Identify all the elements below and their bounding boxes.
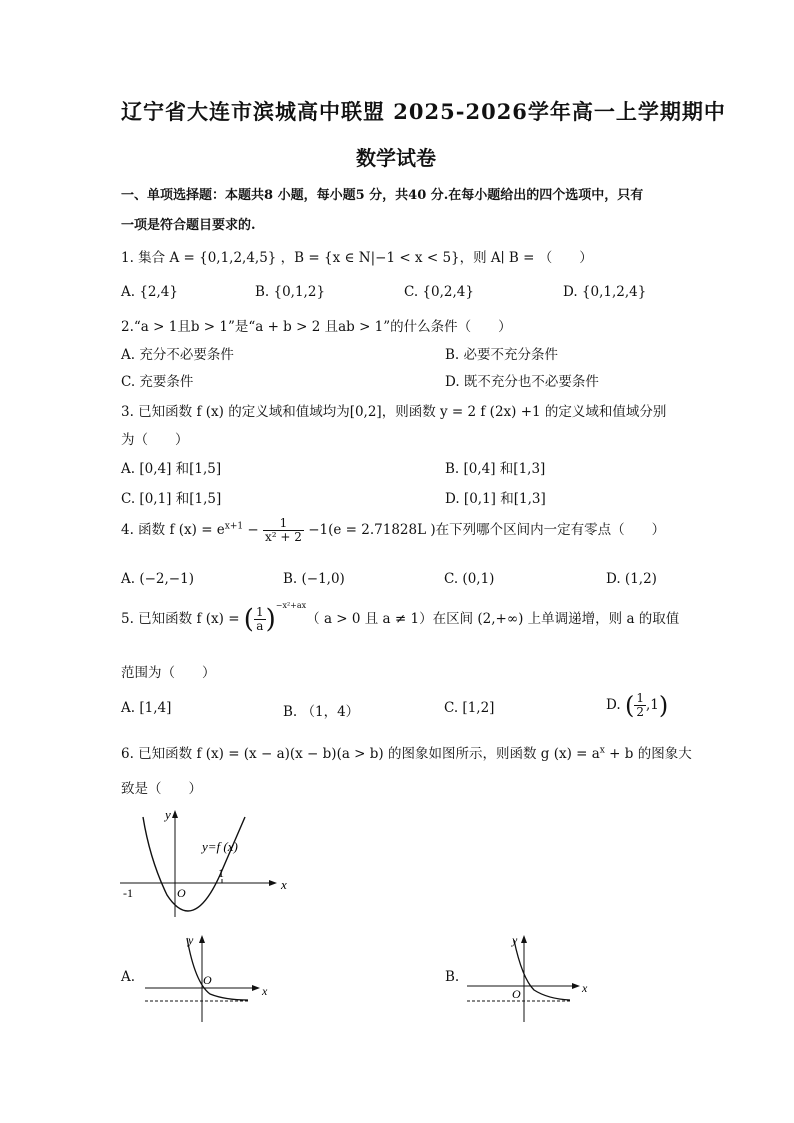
- q5-option-d-label: D.: [606, 697, 625, 713]
- section-heading-line2: 一项是符合题目要求的.: [121, 218, 256, 233]
- question-5-stem-line2: 范围为（ ）: [121, 665, 216, 681]
- option-a-x-label: x: [262, 984, 268, 998]
- question-1-stem: 1. 集合 A = {0,1,2,4,5} ，B = {x ∈ N|−1 < x < 5}，则 A∣ B = （ ）: [121, 250, 593, 266]
- exam-subtitle: 数学试卷: [356, 146, 436, 170]
- question-1-option-d[interactable]: D. {0,1,2,4}: [563, 284, 647, 300]
- question-4-option-a[interactable]: A. (−2,−1): [121, 571, 194, 587]
- question-4-stem: [121, 517, 665, 544]
- question-1-option-a[interactable]: A. {2,4}: [121, 284, 178, 300]
- exam-title: 辽宁省大连市滨城高中联盟 2025-2026学年高一上学期期中: [121, 99, 726, 124]
- question-6-option-b[interactable]: B.: [445, 969, 460, 985]
- q5-d-right-paren: ): [658, 691, 669, 720]
- q5-fraction: [254, 606, 266, 633]
- q5-frac-num: 1: [255, 605, 264, 619]
- option-a-y-arrow: [199, 935, 205, 943]
- q4-fraction: [263, 517, 304, 544]
- question-5-option-a[interactable]: A. [1,4]: [121, 700, 172, 716]
- question-3-option-c[interactable]: C. [0,1] 和[1,5]: [121, 491, 222, 507]
- option-b-origin: O: [512, 987, 521, 1001]
- question-5-option-d[interactable]: [606, 692, 668, 719]
- question-3-option-b[interactable]: B. [0,4] 和[1,3]: [445, 461, 546, 477]
- question-3-option-a[interactable]: A. [0,4] 和[1,5]: [121, 461, 222, 477]
- question-1-option-c[interactable]: C. {0,2,4}: [404, 284, 474, 300]
- option-a-graph[interactable]: [140, 928, 270, 1024]
- q6-stem-tail: + b 的图象大: [604, 746, 692, 762]
- option-a-x-arrow: [252, 985, 260, 991]
- option-b-x-label: x: [582, 981, 588, 995]
- question-3-stem-line1: 3. 已知函数 f (x) 的定义域和值域均为[0,2]，则函数 y = 2 f (2x) +1 的定义域和值域分别: [121, 404, 667, 420]
- question-4-option-b[interactable]: B. (−1,0): [283, 571, 345, 587]
- option-b-x-arrow: [572, 983, 580, 989]
- q4-frac-den: x² + 2: [265, 530, 302, 544]
- option-b-graph[interactable]: [462, 928, 592, 1024]
- q5-d-frac-den: 2: [636, 705, 644, 719]
- y-axis-arrow: [172, 810, 178, 818]
- q5-exponent: −x²+ax: [275, 600, 307, 610]
- neg-one-label: -1: [123, 886, 133, 900]
- option-b-y-arrow: [521, 935, 527, 943]
- question-2-option-b[interactable]: B. 必要不充分条件: [445, 347, 559, 363]
- question-4-option-c[interactable]: C. (0,1): [444, 571, 495, 587]
- option-a-curve: [187, 938, 248, 1000]
- option-b-y-label: y: [512, 933, 518, 947]
- q4-stem-post: −1(e = 2.71828L )在下列哪个区间内一定有零点（ ）: [303, 522, 666, 538]
- q4-exponent: x+1: [224, 521, 244, 532]
- q4-minus: −: [243, 522, 264, 538]
- q6-stem-main: 6. 已知函数 f (x) = (x − a)(x − b)(a > b) 的图象如图所示，则函数 g (x) = a: [121, 746, 600, 762]
- parabola-curve: [143, 817, 245, 911]
- question-2-option-d[interactable]: D. 既不充分也不必要条件: [445, 374, 599, 390]
- option-a-y-label: y: [188, 933, 194, 947]
- x-label: x: [281, 877, 287, 892]
- one-label: 1: [218, 866, 224, 880]
- question-5-option-c[interactable]: C. [1,2]: [444, 700, 495, 716]
- q5-frac-den: a: [256, 619, 264, 633]
- q5-option-d-fraction: [634, 692, 646, 719]
- q5-left-paren: (: [243, 604, 254, 635]
- question-6-stem-line2: 致是（ ）: [121, 781, 202, 797]
- q5-d-frac-num: 1: [636, 691, 644, 705]
- question-2-option-a[interactable]: A. 充分不必要条件: [121, 347, 234, 363]
- curve-label: y=f (x): [202, 839, 238, 854]
- option-a-origin: O: [203, 973, 212, 987]
- question-5-stem: [121, 600, 680, 635]
- q5-d-left-paren: (: [624, 691, 635, 720]
- question-2-option-c[interactable]: C. 充要条件: [121, 374, 194, 390]
- question-3-stem-line2: 为（ ）: [121, 432, 189, 448]
- option-b-curve: [514, 940, 570, 1000]
- q5-stem-post: （ a > 0 且 a ≠ 1）在区间 (2,+∞) 上单调递增，则 a 的取值: [306, 611, 680, 627]
- q6-exponent: x: [599, 745, 605, 756]
- question-6-stem-line1: [121, 742, 692, 762]
- q4-stem-pre: 4. 函数 f (x) = e: [121, 522, 225, 538]
- question-2-stem: 2.“a > 1且b > 1”是“a + b > 2 且ab > 1”的什么条件（ ）: [121, 319, 512, 335]
- q5-d-tail: ,1: [645, 697, 659, 713]
- q4-frac-num: 1: [263, 517, 304, 531]
- question-4-option-d[interactable]: D. (1,2): [606, 571, 657, 587]
- question-1-option-b[interactable]: B. {0,1,2}: [255, 284, 326, 300]
- y-label: y: [165, 807, 171, 822]
- question-5-option-b[interactable]: B. （1，4）: [283, 704, 360, 720]
- q5-stem-pre: 5. 已知函数 f (x) =: [121, 611, 244, 627]
- question-3-option-d[interactable]: D. [0,1] 和[1,3]: [445, 491, 546, 507]
- q5-right-paren: ): [265, 604, 276, 635]
- question-6-option-a[interactable]: A.: [121, 969, 136, 985]
- origin-label: O: [177, 886, 186, 900]
- section-heading-line1: 一、单项选择题：本题共8 小题，每小题5 分，共40 分.在每小题给出的四个选项中，只有: [121, 188, 644, 203]
- x-axis-arrow: [269, 880, 277, 886]
- parabola-graph: [115, 805, 285, 925]
